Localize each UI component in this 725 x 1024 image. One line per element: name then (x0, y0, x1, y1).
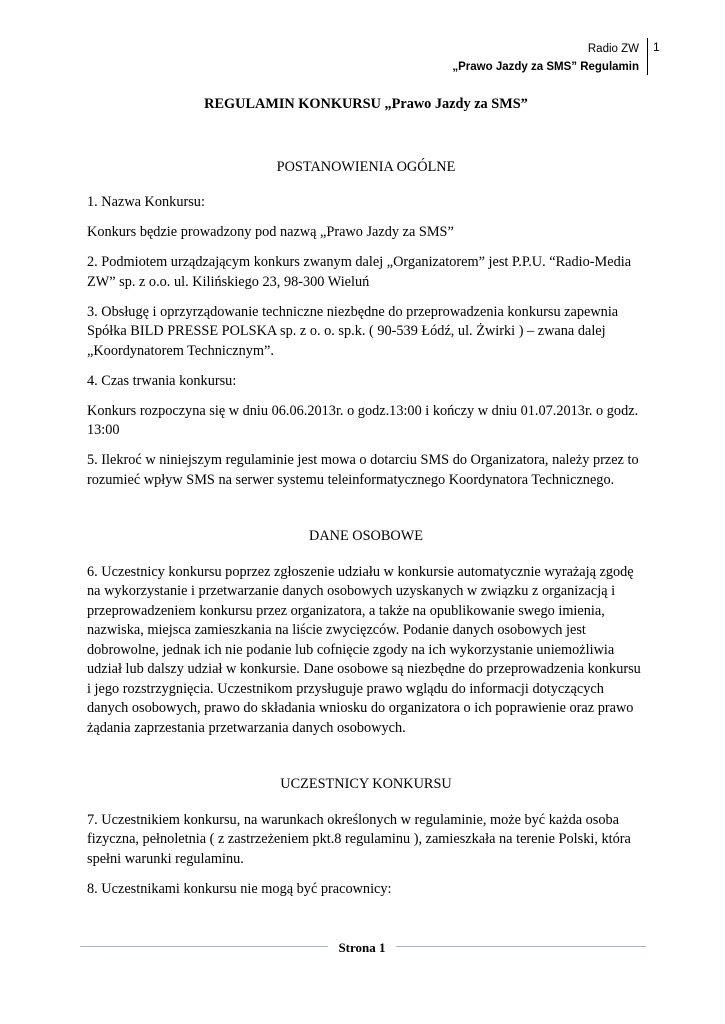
paragraph: 6. Uczestnicy konkursu poprzez zgłoszenie udziału w konkursie automatycznie wyrażają zgodę na wykorzystanie i przetwarzanie danych osobowych uzyskanych w związku z organizacją i przeprowadzeniem konkursu przez organizatora, a także na opublikowanie swego imienia, nazwiska, miejsca zamieszkania na liście zwycięzców. Podanie danych osobowych jest dobrowolne, jednak ich nie podanie lub cofnięcie zgody na ich wykorzystanie uniemożliwia udział lub dalszy udział w konkursie. Dane osobowe są niezbędne do przeprowadzenia konkursu i jego rozstrzygnięcia. Uczestnikom przysługuje prawo wglądu do informacji dotyczących danych osobowych, prawo do składania wniosku do organizatora o ich poprawienie oraz prawo żądania zaprzestania przetwarzania danych osobowych. (87, 563, 641, 736)
paragraph: 7. Uczestnikiem konkursu, na warunkach określonych w regulaminie, może być każda osoba fizyczna, pełnoletnia ( z zastrzeżeniem pkt.8 regulaminu ), zamieszkała na terenie Polski, która spełni warunki regulaminu. (87, 811, 631, 867)
page-header (452, 40, 639, 76)
footer-divider-left (80, 946, 328, 947)
header-divider (647, 38, 648, 75)
paragraph: 4. Czas trwania konkursu: (87, 372, 237, 389)
section-heading-general: POSTANOWIENIA OGÓLNE (276, 158, 456, 175)
paragraph: Konkurs będzie prowadzony pod nazwą „Prawo Jazdy za SMS” (87, 224, 454, 240)
footer-page-label: Strona 1 (338, 940, 386, 955)
footer-divider-right (396, 946, 646, 947)
header-page-number: 1 (653, 40, 660, 54)
header-doc-title: „Prawo Jazdy za SMS” Regulamin (452, 61, 639, 73)
paragraph: 5. Ilekroć w niniejszym regulaminie jest mowa o dotarciu SMS do Organizatora, należy przez to rozumieć wpływ SMS na serwer systemu teleinformatycznego Koordynatora Technicznego. (87, 452, 639, 488)
section-heading-personal-data: DANE OSOBOWE (309, 528, 423, 544)
paragraph: 3. Obsługę i oprzyrządowanie techniczne niezbędne do przeprowadzenia konkursu zapewnia Spółka BILD PRESSE POLSKA sp. z o. o. sp.k. ( 90-539 Łódź, ul. Żwirki ) – zwana dalej „Koordynatorem Technicznym”. (87, 303, 619, 359)
document-body (87, 95, 645, 910)
paragraph: Konkurs rozpoczyna się w dniu 06.06.2013r. o godz.13:00 i kończy w dniu 01.07.2013r. o godz. 13:00 (87, 402, 639, 438)
section-heading-participants: UCZESTNICY KONKURSU (280, 776, 452, 792)
document-title: REGULAMIN KONKURSU „Prawo Jazdy za SMS” (204, 96, 528, 112)
header-company: Radio ZW (587, 43, 639, 55)
paragraph: 8. Uczestnikami konkursu nie mogą być pracownicy: (87, 880, 392, 897)
paragraph: 1. Nazwa Konkursu: (87, 194, 205, 210)
paragraph: 2. Podmiotem urządzającym konkurs zwanym dalej „Organizatorem” jest P.P.U. “Radio-Media ZW” sp. z o.o. ul. Kilińskiego 23, 98-300 Wieluń (87, 254, 632, 290)
